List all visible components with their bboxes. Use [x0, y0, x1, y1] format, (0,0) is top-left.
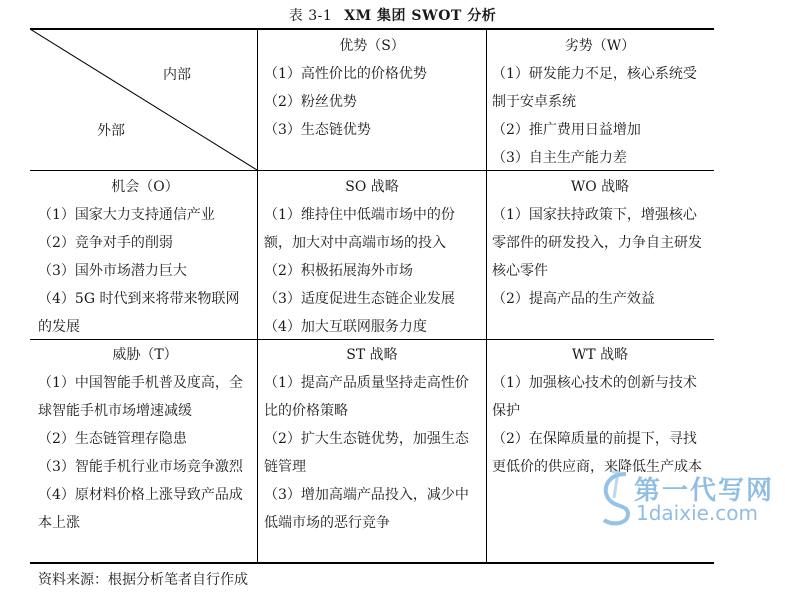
threats-header: 威胁（T） [112, 347, 178, 363]
table-title [0, 5, 785, 25]
opportunities-header: 机会（O） [111, 179, 179, 195]
table-bottom-rule [30, 562, 714, 564]
list-item: （2）粉丝优势 [264, 94, 357, 110]
st-strategy-cell [264, 341, 480, 537]
opportunities-cell [38, 173, 252, 341]
wo-strategy-cell [492, 173, 708, 313]
watermark-text-url: 1daixie.com [636, 501, 759, 525]
table-number: 表 3-1 [288, 8, 333, 24]
list-item: （3）自主生产能力差 [492, 150, 627, 166]
watermark-text-cn: 第一代写网 [634, 476, 775, 506]
list-item: （1）研发能力不足，核心系统受制于安卓系统 [492, 66, 697, 110]
list-item: （2）生态链管理存隐患 [38, 431, 187, 447]
list-item: （3）增加高端产品投入，减少中低端市场的恶行竞争 [264, 487, 469, 531]
list-item: （1）维持住中低端市场中的份额，加大对中高端市场的投入 [264, 207, 455, 251]
strengths-header: 优势（S） [339, 38, 405, 54]
list-item: （2）扩大生态链优势，加强生态链管理 [264, 431, 469, 475]
weaknesses-header: 劣势（W） [564, 38, 636, 54]
source-note: 资料来源：根据分析笔者自行作成 [38, 572, 248, 588]
list-item: （2）推广费用日益增加 [492, 122, 641, 138]
list-item: （1）中国智能手机普及度高，全球智能手机市场增速减缓 [38, 375, 243, 419]
weaknesses-cell [492, 32, 708, 172]
list-item: （4）5G 时代到来将带来物联网的发展 [38, 291, 240, 335]
list-item: （2）竞争对手的削弱 [38, 235, 173, 251]
list-item: （2）提高产品的生产效益 [492, 291, 655, 307]
list-item: （3）生态链优势 [264, 122, 371, 138]
watermark-logo-icon [598, 468, 634, 528]
list-item: （1）高性价比的价格优势 [264, 66, 427, 82]
diagonal-line [30, 29, 257, 170]
wt-strategy-header: WT 战略 [571, 347, 629, 363]
list-item: （3）适度促进生态链企业发展 [264, 291, 455, 307]
corner-label-internal: 内部 [163, 67, 191, 83]
list-item: （1）国家扶持政策下，增强核心零部件的研发投入，力争自主研发核心零件 [492, 207, 702, 279]
list-item: （4）加大互联网服务力度 [264, 319, 427, 335]
list-item: （1）国家大力支持通信产业 [38, 207, 215, 223]
so-strategy-header: SO 战略 [345, 179, 399, 195]
table-title-text: XM 集团 SWOT 分析 [344, 8, 497, 24]
list-item: （3）智能手机行业市场竞争激烈 [38, 459, 243, 475]
strengths-cell [264, 32, 480, 144]
list-item: （2）积极拓展海外市场 [264, 263, 413, 279]
wo-strategy-header: WO 战略 [570, 179, 630, 195]
list-item: （1）加强核心技术的创新与技术保护 [492, 375, 697, 419]
column-divider-2 [486, 29, 487, 563]
wt-strategy-cell [492, 341, 708, 481]
list-item: （1）提高产品质量坚持走高性价比的价格策略 [264, 375, 469, 419]
so-strategy-cell [264, 173, 480, 341]
corner-diagonal [30, 29, 258, 171]
list-item: （2）在保障质量的前提下，寻找更低价的供应商，来降低生产成本 [492, 431, 702, 475]
st-strategy-header: ST 战略 [346, 347, 398, 363]
list-item: （4）原材料价格上涨导致产品成本上涨 [38, 487, 243, 531]
corner-label-external: 外部 [97, 123, 125, 139]
list-item: （3）国外市场潜力巨大 [38, 263, 187, 279]
threats-cell [38, 341, 252, 537]
